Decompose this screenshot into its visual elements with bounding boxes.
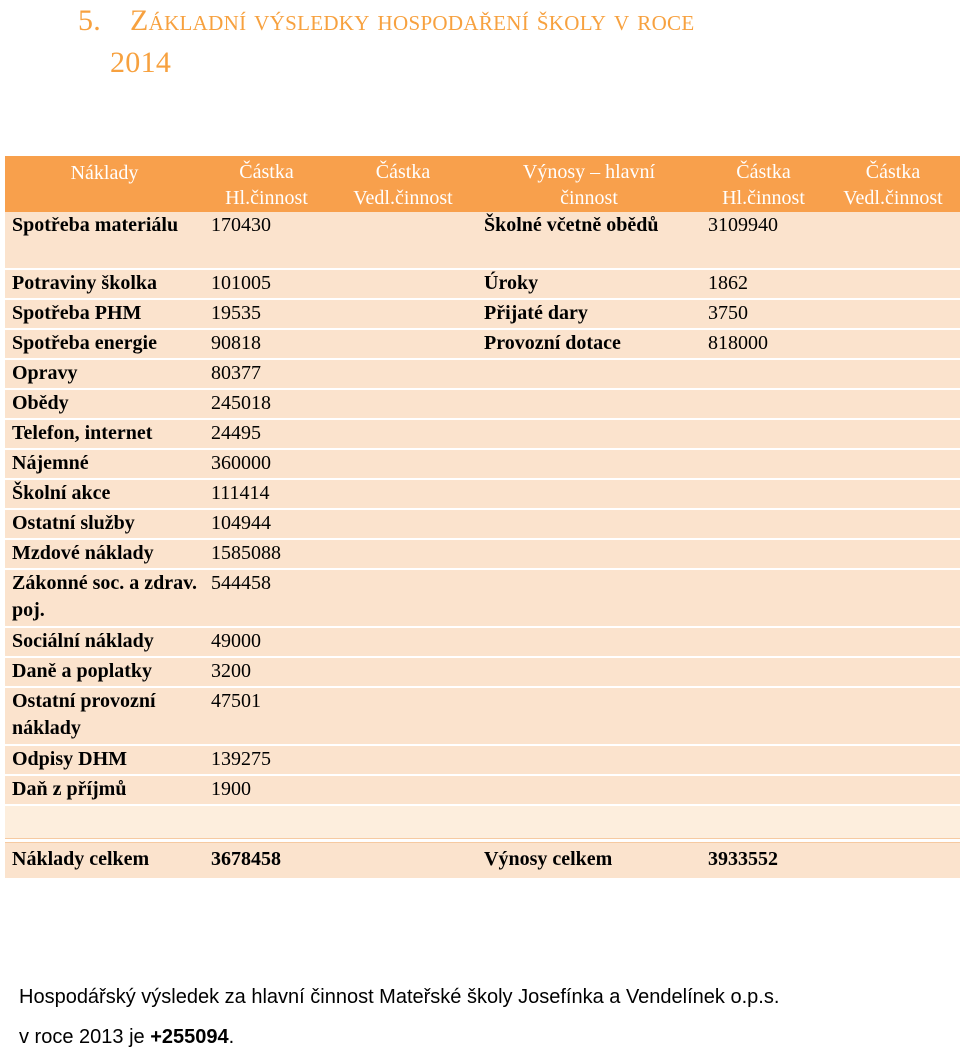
cost-value-vedl <box>329 449 477 479</box>
header-naklady: Náklady <box>5 156 204 212</box>
revenue-label <box>477 359 701 389</box>
table-row <box>5 657 960 687</box>
revenue-value-vedl <box>826 657 960 687</box>
cost-value-hl: 24495 <box>204 419 329 449</box>
revenue-value-hl <box>701 479 826 509</box>
header-castka-vedl: Částka Vedl.činnost <box>329 156 477 212</box>
revenue-value-vedl <box>826 569 960 627</box>
cost-value-vedl <box>329 359 477 389</box>
cost-label: Spotřeba PHM <box>5 299 204 329</box>
table-row <box>5 449 960 479</box>
cost-label: Potraviny školka <box>5 269 204 299</box>
section-heading <box>78 0 938 84</box>
table-row <box>5 569 960 627</box>
header-vynosy: Výnosy – hlavní činnost <box>477 156 701 212</box>
table-row <box>5 509 960 539</box>
table-row <box>5 389 960 419</box>
cost-value-vedl <box>329 509 477 539</box>
cost-value-vedl <box>329 539 477 569</box>
section-number: 5. <box>78 4 102 37</box>
header-castka-hl: Částka Hl.činnost <box>204 156 329 212</box>
revenue-label <box>477 775 701 805</box>
financial-results-table <box>5 156 960 878</box>
revenue-value-hl: 3750 <box>701 299 826 329</box>
total-vynosy-value: 3933552 <box>701 843 826 879</box>
header-castka-hl-vynosy: Částka Hl.činnost <box>701 156 826 212</box>
cost-label: Spotřeba energie <box>5 329 204 359</box>
cost-label: Spotřeba materiálu <box>5 212 204 269</box>
cost-label: Opravy <box>5 359 204 389</box>
revenue-label <box>477 539 701 569</box>
footer-prefix: v roce 2013 je <box>19 1026 151 1048</box>
cost-value-hl: 47501 <box>204 687 329 745</box>
cost-value-vedl <box>329 479 477 509</box>
revenue-label <box>477 627 701 657</box>
cost-label: Mzdové náklady <box>5 539 204 569</box>
cost-value-vedl <box>329 687 477 745</box>
total-naklady-value: 3678458 <box>204 843 329 879</box>
cost-label: Sociální náklady <box>5 627 204 657</box>
cost-value-vedl <box>329 569 477 627</box>
revenue-label: Přijaté dary <box>477 299 701 329</box>
cost-value-hl: 80377 <box>204 359 329 389</box>
cost-label: Daně a poplatky <box>5 657 204 687</box>
table-row <box>5 745 960 775</box>
cost-value-hl: 360000 <box>204 449 329 479</box>
revenue-value-vedl <box>826 359 960 389</box>
revenue-value-hl <box>701 389 826 419</box>
cost-label: Školní akce <box>5 479 204 509</box>
cost-label: Ostatní provozní náklady <box>5 687 204 745</box>
table-row <box>5 775 960 805</box>
table-row <box>5 212 960 269</box>
revenue-label <box>477 657 701 687</box>
table-row <box>5 539 960 569</box>
total-vynosy-label: Výnosy celkem <box>477 843 701 879</box>
cost-value-vedl <box>329 389 477 419</box>
revenue-value-vedl <box>826 449 960 479</box>
cost-label: Telefon, internet <box>5 419 204 449</box>
revenue-value-vedl <box>826 539 960 569</box>
revenue-label <box>477 569 701 627</box>
revenue-value-vedl <box>826 299 960 329</box>
table-gap-row <box>5 805 960 839</box>
revenue-label <box>477 509 701 539</box>
revenue-value-hl <box>701 359 826 389</box>
revenue-value-vedl <box>826 212 960 269</box>
cost-value-hl: 544458 <box>204 569 329 627</box>
revenue-value-vedl <box>826 687 960 745</box>
revenue-value-hl <box>701 449 826 479</box>
cost-value-vedl <box>329 775 477 805</box>
revenue-value-hl <box>701 509 826 539</box>
cost-value-hl: 139275 <box>204 745 329 775</box>
revenue-label <box>477 745 701 775</box>
revenue-value-hl <box>701 627 826 657</box>
revenue-label: Úroky <box>477 269 701 299</box>
cost-value-vedl <box>329 329 477 359</box>
revenue-value-vedl <box>826 509 960 539</box>
cost-value-hl: 1900 <box>204 775 329 805</box>
table-row <box>5 359 960 389</box>
revenue-value-hl <box>701 539 826 569</box>
cost-value-vedl <box>329 657 477 687</box>
footer-result-value: +255094 <box>150 1026 229 1048</box>
section-title-line1: Základní výsledky hospodaření školy v roce <box>130 4 695 37</box>
revenue-value-vedl <box>826 389 960 419</box>
revenue-value-hl <box>701 657 826 687</box>
revenue-value-hl: 3109940 <box>701 212 826 269</box>
table-row <box>5 299 960 329</box>
revenue-label <box>477 479 701 509</box>
section-title-line2: 2014 <box>110 46 172 79</box>
cost-value-hl: 170430 <box>204 212 329 269</box>
revenue-value-vedl <box>826 479 960 509</box>
cost-value-hl: 49000 <box>204 627 329 657</box>
cost-value-hl: 19535 <box>204 299 329 329</box>
cost-value-hl: 111414 <box>204 479 329 509</box>
revenue-value-hl <box>701 775 826 805</box>
revenue-value-vedl <box>826 627 960 657</box>
cost-value-vedl <box>329 419 477 449</box>
revenue-value-vedl <box>826 419 960 449</box>
revenue-label <box>477 687 701 745</box>
table-header-row <box>5 156 960 212</box>
revenue-label <box>477 419 701 449</box>
cost-value-vedl <box>329 627 477 657</box>
revenue-value-hl <box>701 687 826 745</box>
table-row <box>5 687 960 745</box>
revenue-value-hl: 818000 <box>701 329 826 359</box>
cost-value-vedl <box>329 212 477 269</box>
table-totals-row <box>5 843 960 879</box>
cost-value-vedl <box>329 745 477 775</box>
header-castka-vedl-vynosy: Částka Vedl.činnost <box>826 156 960 212</box>
cost-value-hl: 90818 <box>204 329 329 359</box>
cost-label: Nájemné <box>5 449 204 479</box>
cost-value-hl: 3200 <box>204 657 329 687</box>
revenue-label: Provozní dotace <box>477 329 701 359</box>
revenue-value-vedl <box>826 329 960 359</box>
revenue-value-hl <box>701 745 826 775</box>
total-empty-cell <box>329 843 477 879</box>
revenue-value-hl: 1862 <box>701 269 826 299</box>
cost-value-hl: 104944 <box>204 509 329 539</box>
cost-label: Zákonné soc. a zdrav. poj. <box>5 569 204 627</box>
revenue-value-vedl <box>826 745 960 775</box>
revenue-label: Školné včetně obědů <box>477 212 701 269</box>
footer-text-line1: Hospodářský výsledek za hlavní činnost Mateřské školy Josefínka a Vendelínek o.p.s. <box>19 986 780 1008</box>
table-row <box>5 627 960 657</box>
revenue-value-hl <box>701 419 826 449</box>
cost-value-hl: 245018 <box>204 389 329 419</box>
cost-label: Daň z příjmů <box>5 775 204 805</box>
cost-value-vedl <box>329 269 477 299</box>
revenue-value-hl <box>701 569 826 627</box>
cost-value-hl: 101005 <box>204 269 329 299</box>
table-row <box>5 419 960 449</box>
revenue-label <box>477 449 701 479</box>
cost-value-vedl <box>329 299 477 329</box>
footer-suffix: . <box>228 1026 235 1048</box>
table-row <box>5 269 960 299</box>
cost-label: Odpisy DHM <box>5 745 204 775</box>
cost-label: Ostatní služby <box>5 509 204 539</box>
table-row <box>5 479 960 509</box>
cost-label: Obědy <box>5 389 204 419</box>
total-naklady-label: Náklady celkem <box>5 843 204 879</box>
cost-value-hl: 1585088 <box>204 539 329 569</box>
total-empty-cell <box>826 843 960 879</box>
table-row <box>5 329 960 359</box>
table-body <box>5 212 960 805</box>
revenue-value-vedl <box>826 269 960 299</box>
revenue-label <box>477 389 701 419</box>
revenue-value-vedl <box>826 775 960 805</box>
footer-text-line2 <box>19 1024 949 1050</box>
